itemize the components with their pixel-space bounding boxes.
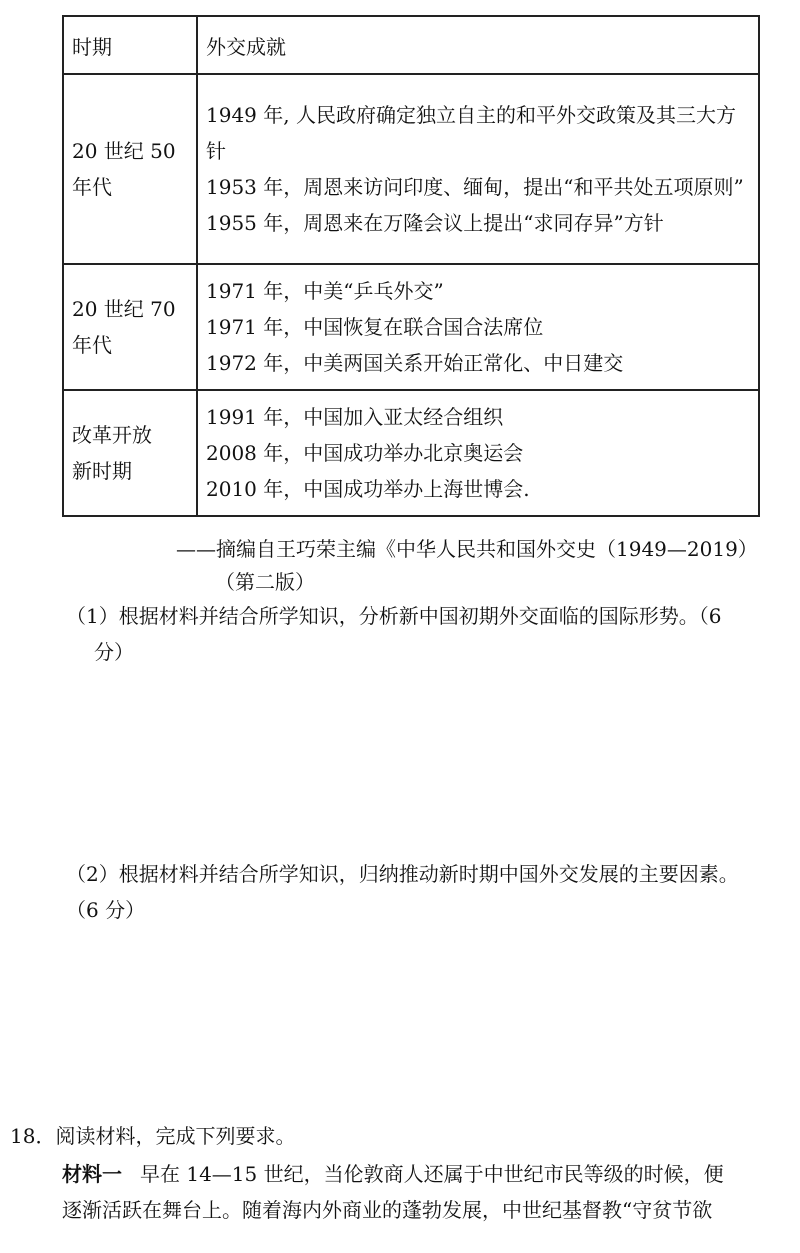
period-cell bbox=[63, 390, 197, 516]
material-one bbox=[62, 1156, 724, 1228]
question-text-cont: 分） bbox=[94, 640, 134, 664]
question-text: （1）根据材料并结合所学知识，分析新中国初期外交面临的国际形势。（6 bbox=[66, 604, 722, 628]
achievement-item: 1972 年，中美两国关系开始正常化、中日建交 bbox=[206, 351, 624, 375]
material-text-cont: 逐渐活跃在舞台上。随着海内外商业的蓬勃发展，中世纪基督教“守贫节欲 bbox=[62, 1198, 713, 1222]
achievement-item: 1953 年，周恩来访问印度、缅甸，提出“和平共处五项原则” bbox=[206, 175, 744, 199]
achievement-item: 1971 年，中国恢复在联合国合法席位 bbox=[206, 315, 544, 339]
achievements-cell bbox=[197, 74, 759, 264]
diplomacy-table bbox=[62, 15, 760, 517]
period-line: 20 世纪 50 bbox=[72, 139, 176, 163]
achievement-item: 2008 年，中国成功举办北京奥运会 bbox=[206, 441, 524, 465]
table-row bbox=[63, 264, 759, 390]
question-text-cont: （6 分） bbox=[66, 898, 146, 922]
achievement-item: 1955 年，周恩来在万隆会议上提出“求同存异”方针 bbox=[206, 211, 664, 235]
achievement-item: 2010 年，中国成功举办上海世博会. bbox=[206, 477, 530, 501]
question-18-title: 18．阅读材料，完成下列要求。 bbox=[10, 1124, 296, 1148]
header-achievements: 外交成就 bbox=[197, 16, 759, 74]
header-period: 时期 bbox=[63, 16, 197, 74]
period-line: 改革开放 bbox=[72, 423, 152, 447]
source-citation: ——摘编自王巧荣主编《中华人民共和国外交史（1949—2019） bbox=[176, 537, 758, 561]
achievement-item: 1991 年，中国加入亚太经合组织 bbox=[206, 405, 504, 429]
period-cell bbox=[63, 74, 197, 264]
achievements-cell bbox=[197, 264, 759, 390]
period-line: 年代 bbox=[72, 333, 112, 357]
material-label: 材料一 bbox=[62, 1162, 122, 1186]
period-line: 20 世纪 70 bbox=[72, 297, 176, 321]
table-header-row bbox=[63, 16, 759, 74]
period-cell bbox=[63, 264, 197, 390]
achievements-cell bbox=[197, 390, 759, 516]
question-text: （2）根据材料并结合所学知识，归纳推动新时期中国外交发展的主要因素。 bbox=[66, 862, 739, 886]
source-edition: （第二版） bbox=[215, 570, 315, 594]
table-row bbox=[63, 74, 759, 264]
question-1 bbox=[66, 598, 800, 670]
question-2 bbox=[66, 856, 800, 928]
table-row bbox=[63, 390, 759, 516]
material-text: 早在 14—15 世纪，当伦敦商人还属于中世纪市民等级的时候，便 bbox=[140, 1162, 724, 1186]
period-line: 年代 bbox=[72, 175, 112, 199]
achievement-item: 1971 年，中美“乒乓外交” bbox=[206, 279, 444, 303]
period-line: 新时期 bbox=[72, 459, 132, 483]
achievement-item: 1949 年, 人民政府确定独立自主的和平外交政策及其三大方针 bbox=[206, 103, 736, 163]
